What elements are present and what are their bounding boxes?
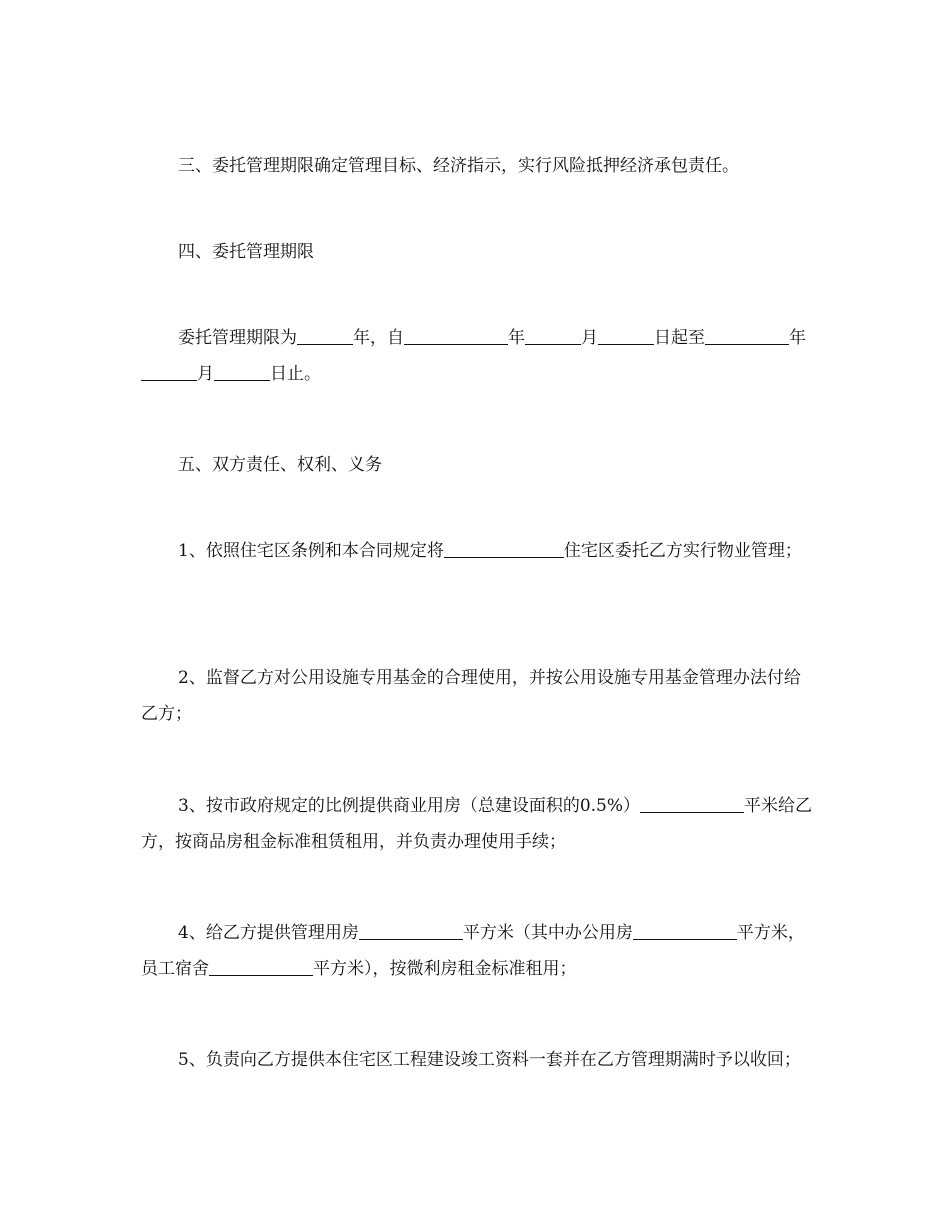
- item-5-text: 5、负责向乙方提供本住宅区工程建设竣工资料一套并在乙方管理期满时予以收回；: [178, 1050, 801, 1070]
- section-3-heading: [141, 148, 813, 184]
- end-month-blank: [141, 363, 197, 381]
- term-text-2: 年，自: [353, 328, 404, 348]
- commercial-area-blank: [640, 795, 744, 813]
- office-room-blank: [633, 922, 737, 940]
- term-paragraph: [141, 320, 813, 392]
- start-day-blank: [598, 327, 654, 345]
- term-text-3: 年: [508, 328, 525, 348]
- section-4-heading: [141, 234, 813, 270]
- item-2-text: 2、监督乙方对公用设施专用基金的合理使用，并按公用设施专用基金管理办法付给乙方；: [141, 668, 801, 724]
- term-text-5: 日起至: [654, 328, 705, 348]
- item-4-text-b: 平方米（其中办公用房: [462, 923, 633, 943]
- term-text-6: 年: [789, 328, 806, 348]
- item-4: [141, 915, 813, 987]
- section-5-heading: [141, 447, 813, 483]
- term-text-1: 委托管理期限为: [178, 328, 297, 348]
- item-1-text-a: 1、依照住宅区条例和本合同规定将: [178, 541, 444, 561]
- residential-area-blank: [444, 540, 564, 558]
- start-month-blank: [525, 327, 581, 345]
- section-5-text: 五、双方责任、权利、义务: [178, 455, 382, 475]
- item-2: [141, 660, 813, 732]
- section-3-text: 三、委托管理期限确定管理目标、经济指示，实行风险抵押经济承包责任。: [178, 156, 739, 176]
- item-1-text-b: 住宅区委托乙方实行物业管理；: [563, 541, 802, 561]
- item-3-text-b: 平米给乙方，按商品房租金标准租赁租用，并负责办理使用手续；: [141, 796, 813, 852]
- item-4-text-c: 平方米，员工宿舍: [141, 923, 805, 979]
- end-year-blank: [705, 327, 789, 345]
- item-4-text-d: 平方米），按微利房租金标准租用；: [313, 959, 577, 979]
- management-room-blank: [359, 922, 463, 940]
- term-years-blank: [297, 327, 353, 345]
- section-4-text: 四、委托管理期限: [178, 242, 314, 262]
- item-3-text-a: 3、按市政府规定的比例提供商业用房（总建设面积的0.5%）: [178, 796, 641, 816]
- term-text-7: 月: [197, 364, 214, 384]
- dormitory-blank: [209, 958, 313, 976]
- term-text-4: 月: [581, 328, 598, 348]
- term-text-8: 日止。: [270, 364, 321, 384]
- start-year-blank: [404, 327, 508, 345]
- item-3: [141, 788, 813, 860]
- item-4-text-a: 4、给乙方提供管理用房: [178, 923, 359, 943]
- end-day-blank: [214, 363, 270, 381]
- item-5: [141, 1042, 813, 1078]
- item-1: [141, 533, 813, 569]
